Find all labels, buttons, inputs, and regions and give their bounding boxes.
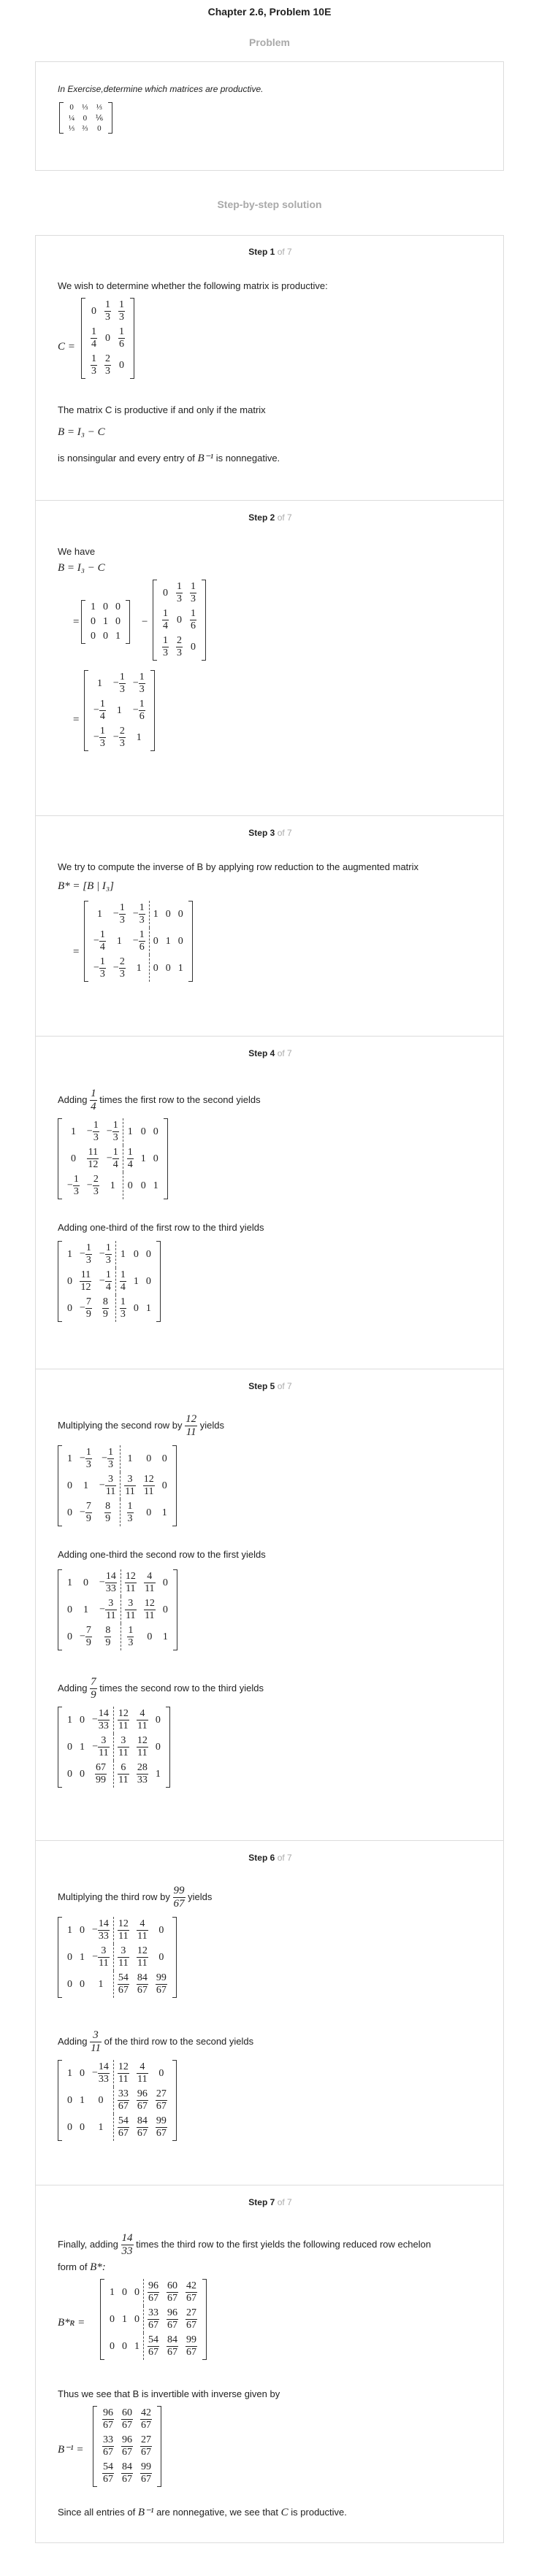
step-7-BstarR: B*ʀ = xyxy=(58,2317,85,2329)
step-6-line2: Adding $\frac{3}{11}$ of the third row to the second yields xyxy=(58,2029,254,2054)
step-6-matrix-a: 1 0 − $\frac{14}{33}$ $\frac{12}{11}$ $\frac{4}{11}$ 0 0 1 − $\frac{3}{11}$ $\frac{3}{11}$ $\frac{12}{11}$ 0 0 0 1 $\frac{54}{67}$ $\frac{84}{67}$ $\frac{99}{67}$ xyxy=(58,1917,177,1998)
step-3-panel xyxy=(35,816,504,1037)
step-7-panel xyxy=(35,2185,504,2543)
solution-heading: Step-by-step solution xyxy=(217,199,322,210)
step-5-matrix-a: 1 − $\frac{1}{3}$ − $\frac{1}{3}$ 1 0 0 0 1 − $\frac{3}{11}$ $\frac{3}{11}$ $\frac{12}{11}$ 0 0 − $\frac{7}{9}$ $\frac{8}{9}$ $\frac{1}{3}$ 0 1 xyxy=(58,1445,177,1526)
step-7-rref-matrix: 1 0 0 $\frac{96}{67}$ $\frac{60}{67}$ $\frac{42}{67}$ 0 1 0 $\frac{33}{67}$ $\frac{96}{67}$ $\frac{27}{67}$ 0 0 1 $\frac{54}{67}$ $\frac{84}{67}$ $\frac{99}{67}$ xyxy=(100,2279,207,2360)
step-7-intro: Finally, adding $\frac{14}{33}$ times the third row to the first yields the following reduced row echelon xyxy=(58,2232,432,2257)
problem-text: In Exercise,determine which matrices are productive. xyxy=(58,84,264,94)
step-2-C-matrix: 0 $\frac{1}{3}$ $\frac{1}{3}$ $\frac{1}{4}$ 0 $\frac{1}{6}$ $\frac{1}{3}$ $\frac{2}{3}$ 0 xyxy=(153,580,206,661)
problem-panel xyxy=(35,61,504,171)
step-2-minus: − xyxy=(141,616,149,628)
step-1-intro: We wish to determine whether the following matrix is productive: xyxy=(58,280,328,291)
step-5-header: Step 5 of 7 xyxy=(248,1381,292,1391)
step-4-header: Step 4 of 7 xyxy=(248,1048,292,1058)
step-2-header: Step 2 of 7 xyxy=(248,512,292,523)
step-7-header: Step 7 of 7 xyxy=(248,2197,292,2207)
step-3-augmented-matrix: 1 − $\frac{1}{3}$ − $\frac{1}{3}$ 1 0 0 − $\frac{1}{4}$ 1 − $\frac{1}{6}$ 0 1 0 − $\frac{1}{3}$ − $\frac{2}{3}$ 1 0 0 1 xyxy=(84,901,193,982)
step-7-line2: Thus we see that B is invertible with inverse given by xyxy=(58,2388,280,2399)
step-2-B-matrix: 1 − $\frac{1}{3}$ − $\frac{1}{3}$ − $\frac{1}{4}$ 1 − $\frac{1}{6}$ − $\frac{1}{3}$ − $\frac{2}{3}$ 1 xyxy=(84,670,155,751)
step-3-intro: We try to compute the inverse of B by applying row reduction to the augmented matrix xyxy=(58,861,419,872)
step-3-header: Step 3 of 7 xyxy=(248,828,292,838)
step-7-conclusion: Since all entries of B⁻¹ are nonnegative, we see that C is productive. xyxy=(58,2507,347,2518)
step-7-Binv-matrix: $\frac{96}{67}$ $\frac{60}{67}$ $\frac{42}{67}$ $\frac{33}{67}$ $\frac{96}{67}$ $\frac{27}{67}$ $\frac{54}{67}$ $\frac{84}{67}$ $\frac{99}{67}$ xyxy=(93,2406,161,2487)
step-1-C-matrix: 0 $\frac{1}{3}$ $\frac{1}{3}$ $\frac{1}{4}$ 0 $\frac{1}{6}$ $\frac{1}{3}$ $\frac{2}{3}$ 0 xyxy=(81,298,134,379)
step-4-line2: Adding one-third of the first row to the third yields xyxy=(58,1222,264,1233)
step-3-eq: = xyxy=(72,946,80,958)
step-2-identity: 1 0 0 0 1 0 0 0 1 xyxy=(81,600,130,644)
step-4-matrix-b: 1 − $\frac{1}{3}$ − $\frac{1}{3}$ 1 0 0 0 $\frac{11}{12}$ − $\frac{1}{4}$ $\frac{1}{4}$ 1 0 0 − $\frac{7}{9}$ $\frac{8}{9}$ $\frac{1}{3}$ 0 1 xyxy=(58,1241,161,1322)
step-1-line2: The matrix C is productive if and only if the matrix xyxy=(58,404,266,415)
step-3-Bstar: B* = [B | I₃] xyxy=(58,880,114,892)
step-7-intro-c: form of B*: xyxy=(58,2261,106,2273)
step-6-panel xyxy=(35,1841,504,2185)
step-7-Binv-label: B⁻¹ = xyxy=(58,2444,84,2456)
step-6-intro: Multiplying the third row by $\frac{99}{67}$ yields xyxy=(58,1885,213,1910)
step-2-intro: We have xyxy=(58,546,96,557)
step-5-line3: Adding $\frac{7}{9}$ times the second row to the third yields xyxy=(58,1676,264,1701)
step-2-eq1: = xyxy=(72,616,80,628)
step-1-line3: is nonsingular and every entry of B⁻¹ is nonnegative. xyxy=(58,453,280,464)
step-1-panel xyxy=(35,235,504,501)
step-2-B-def: B = I₃ − C xyxy=(58,562,105,574)
step-2-eq2: = xyxy=(72,714,80,726)
step-4-matrix-a: 1 − $\frac{1}{3}$ − $\frac{1}{3}$ 1 0 0 0 $\frac{11}{12}$ − $\frac{1}{4}$ $\frac{1}{4}$ 1 0 − $\frac{1}{3}$ − $\frac{2}{3}$ 1 0 0 1 xyxy=(58,1118,168,1199)
step-5-matrix-b: 1 0 − $\frac{14}{33}$ $\frac{12}{11}$ $\frac{4}{11}$ 0 0 1 − $\frac{3}{11}$ $\frac{3}{11}$ $\frac{12}{11}$ 0 0 − $\frac{7}{9}$ $\frac{8}{9}$ $\frac{1}{3}$ 0 1 xyxy=(58,1569,177,1650)
step-1-header: Step 1 of 7 xyxy=(248,247,292,257)
step-1-C-label: C = xyxy=(58,341,75,353)
step-1-B-def: B = I₃ − C xyxy=(58,426,105,438)
step-2-panel xyxy=(35,501,504,816)
step-4-panel xyxy=(35,1037,504,1369)
step-5-intro: Multiplying the second row by $\frac{12}{11}$ yields xyxy=(58,1413,225,1438)
step-4-intro: Adding $\frac{1}{4}$ times the first row to the second yields xyxy=(58,1088,261,1112)
step-5-line2: Adding one-third the second row to the first yields xyxy=(58,1549,266,1560)
step-6-header: Step 6 of 7 xyxy=(248,1853,292,1863)
step-5-matrix-c: 1 0 − $\frac{14}{33}$ $\frac{12}{11}$ $\frac{4}{11}$ 0 0 1 − $\frac{3}{11}$ $\frac{3}{11}$ $\frac{12}{11}$ 0 0 0 $\frac{67}{99}$ $\frac{6}{11}$ $\frac{28}{33}$ 1 xyxy=(58,1707,170,1788)
page-title: Chapter 2.6, Problem 10E xyxy=(207,6,332,18)
step-5-panel xyxy=(35,1369,504,1841)
problem-matrix: 0 ⅓ ⅓ ¼ 0 ⅙ ⅓ ⅔ 0 xyxy=(59,102,112,134)
problem-heading: Problem xyxy=(248,36,290,48)
step-6-matrix-b: 1 0 − $\frac{14}{33}$ $\frac{12}{11}$ $\frac{4}{11}$ 0 0 1 0 $\frac{33}{67}$ $\frac{96}{67}$ $\frac{27}{67}$ 0 0 1 $\frac{54}{67}$ $\frac{84}{67}$ $\frac{99}{67}$ xyxy=(58,2060,177,2141)
